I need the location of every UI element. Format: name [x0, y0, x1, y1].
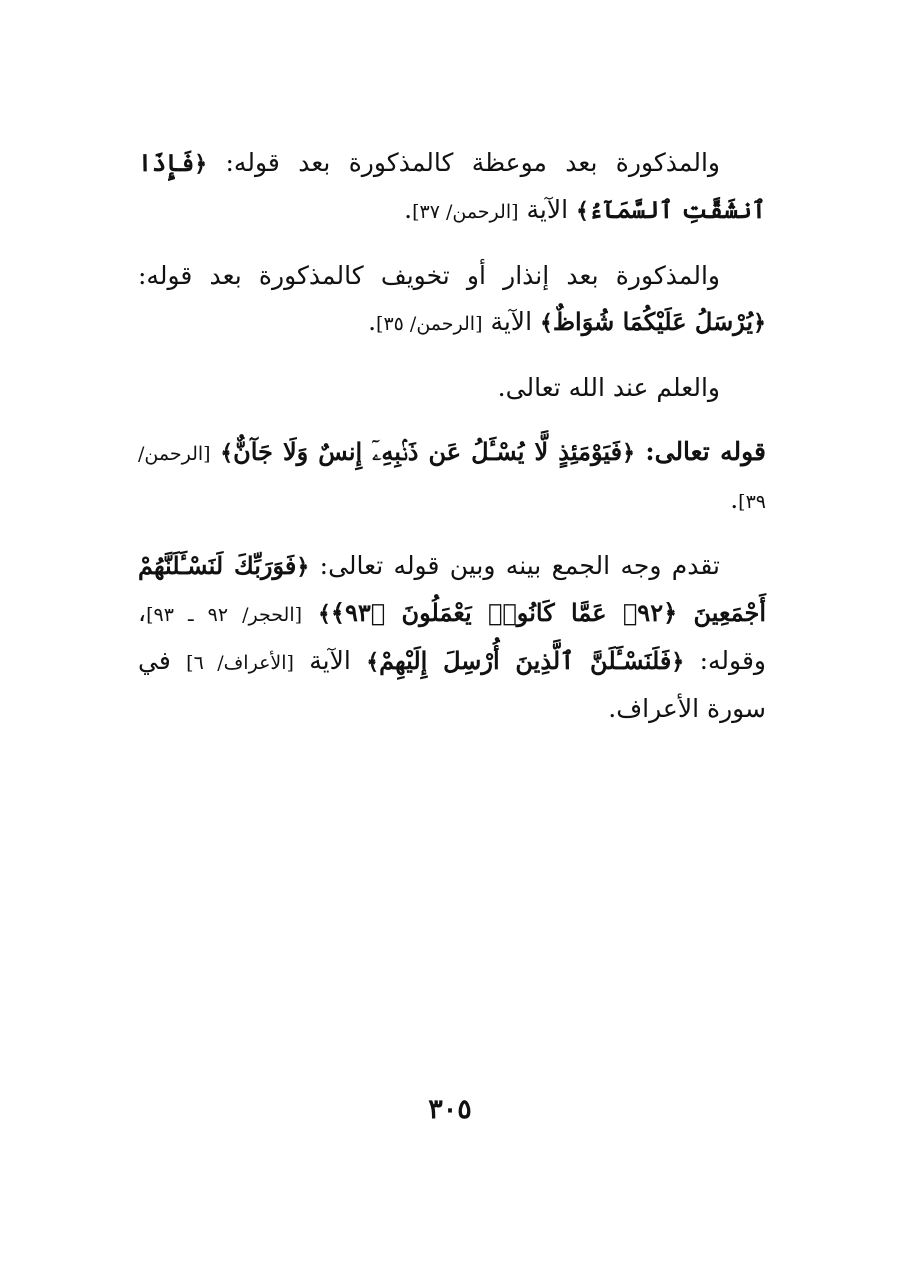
lead-phrase: قوله تعالى: [634, 437, 766, 466]
paragraph-end: في سورة الأعراف. [138, 646, 766, 723]
verse-close-bracket: ﴾ [220, 440, 234, 466]
verse-reference: [الرحمن/ ٣٥] [376, 313, 483, 335]
paragraph-2 [138, 253, 766, 347]
verse-open-bracket: ﴿ [296, 554, 310, 580]
paragraph-text [211, 437, 221, 466]
quran-verse: فَوَرَبِّكَ لَنَسْـَٔلَنَّهُمْ أَجْمَعِينَ ﴿٩٢﴾ عَمَّا كَانُوا۟ يَعْمَلُونَ ﴿٩٣﴾ [138, 551, 766, 627]
quran-verse: فَلَنَسْـَٔلَنَّ ٱلَّذِينَ أُرْسِلَ إِلَيْهِمْ [379, 646, 672, 675]
paragraph-text: الآية [482, 307, 540, 336]
verse-close-bracket: ﴾ [539, 310, 553, 336]
paragraph-5 [138, 543, 766, 732]
paragraph-text: تقدم وجه الجمع بينه وبين قوله تعالى: [309, 551, 720, 580]
paragraph-text: والعلم عند الله تعالى. [497, 373, 720, 402]
paragraph-end: . [404, 195, 413, 224]
paragraph-3 [138, 365, 766, 411]
quran-verse: فَإِذَا ٱنشَقَّتِ ٱلسَّمَآءُ [138, 148, 766, 224]
paragraph-text: الآية [518, 195, 576, 224]
verse-reference: [الأعراف/ ٦] [186, 652, 294, 674]
quran-verse: يُرْسَلُ عَلَيْكُمَا شُوَاظٌ [552, 307, 754, 336]
paragraph-text: والمذكورة بعد إنذار أو تخويف كالمذكورة بعد قوله: [138, 261, 720, 290]
paragraph-end: . [368, 307, 377, 336]
body-text [138, 140, 766, 750]
verse-open-bracket: ﴿ [622, 440, 635, 466]
paragraph-end: . [730, 485, 739, 514]
paragraph-text: ، وقوله: [138, 598, 766, 675]
paragraph-text: الآية [293, 646, 367, 675]
verse-reference: [الرحمن/ ٣٩] [138, 443, 766, 513]
verse-close-bracket: ﴾ [366, 649, 380, 675]
paragraph-4 [138, 429, 766, 525]
paragraph-text: والمذكورة بعد موعظة كالمذكورة بعد قوله: [207, 148, 720, 177]
page-number: ٣٠٥ [428, 1094, 472, 1125]
verse-open-bracket: ﴿ [671, 649, 685, 675]
verse-reference: [الرحمن/ ٣٧] [412, 201, 519, 223]
verse-reference: [الحجر/ ٩٢ ـ ٩٣] [146, 604, 303, 626]
verse-open-bracket: ﴿ [753, 310, 766, 336]
verse-open-bracket: ﴿ [194, 151, 208, 177]
quran-verse: فَيَوْمَئِذٍ لَّا يُسْـَٔلُ عَن ذَنۢبِهِۦٓ إِنسٌ وَلَا جَآنٌّ [233, 437, 623, 466]
verse-close-bracket: ﴾ [318, 601, 331, 627]
paragraph-1 [138, 140, 766, 235]
verse-close-bracket: ﴾ [576, 198, 589, 224]
